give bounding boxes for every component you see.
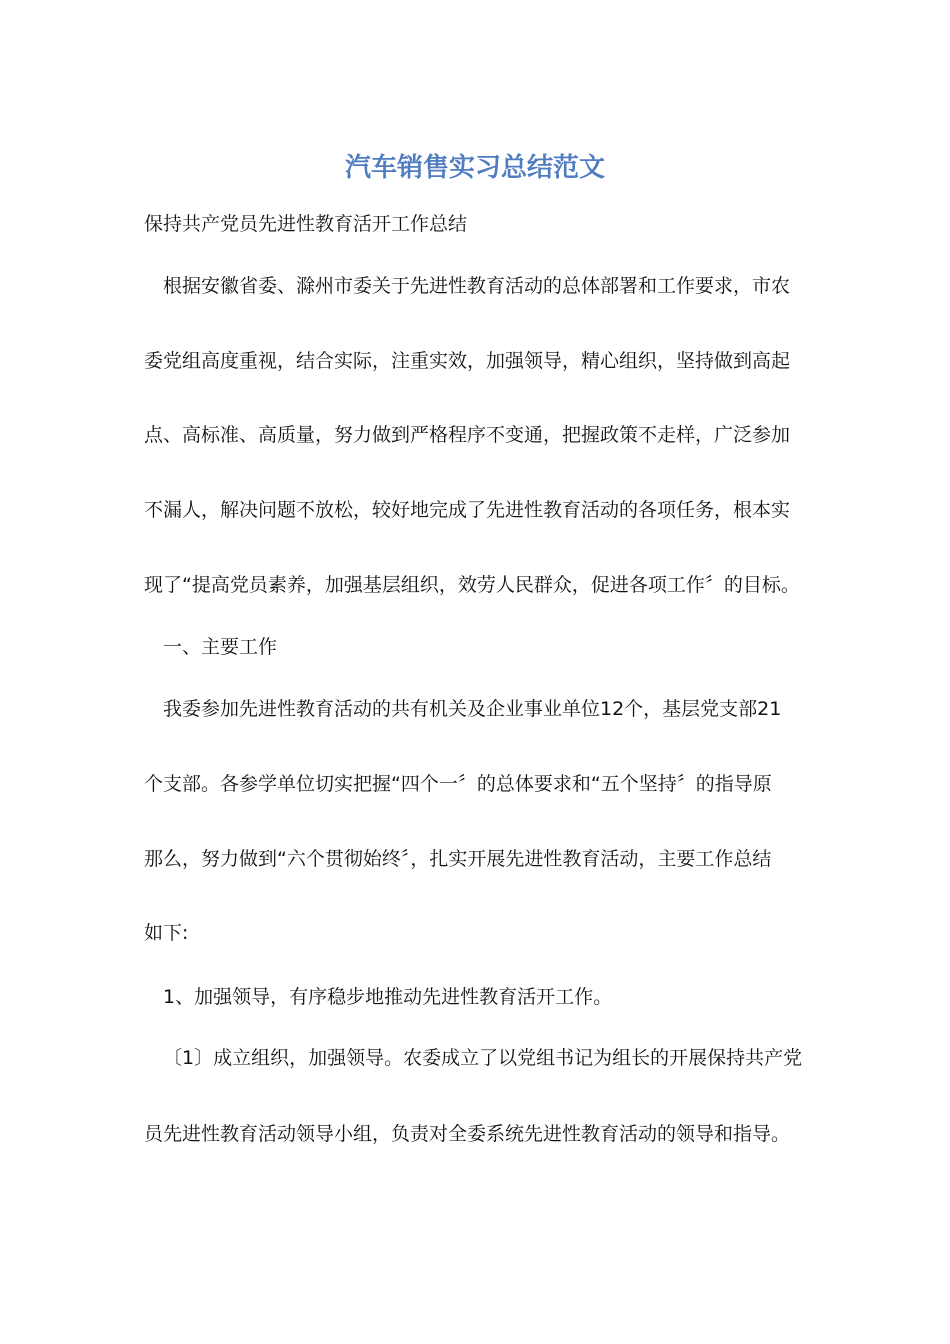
paragraph-line: 那么，努力做到“六个贯彻始终〞，扎实开展先进性教育活动，主要工作总结	[144, 848, 772, 870]
paragraph-line: 个支部。各参学单位切实把握“四个一〞的总体要求和“五个坚持〞的指导原	[144, 773, 772, 795]
section-heading: 一、主要工作	[163, 636, 278, 658]
paragraph-line: 委党组高度重视，结合实际，注重实效，加强领导，精心组织，坚持做到高起	[144, 350, 791, 372]
paragraph-line: 我委参加先进性教育活动的共有机关及企业事业单位12个，基层党支部21	[163, 698, 782, 720]
document-title: 汽车销售实习总结范文	[344, 153, 605, 183]
subsection-heading: 1、加强领导，有序稳步地推动先进性教育活开工作。	[163, 986, 613, 1008]
paragraph-line: 员先进性教育活动领导小组，负责对全委系统先进性教育活动的领导和指导。	[144, 1123, 791, 1145]
subtitle-line: 保持共产党员先进性教育活开工作总结	[144, 213, 468, 235]
paragraph-line: 如下:	[144, 922, 189, 944]
paragraph-line: 〔1〕成立组织，加强领导。农委成立了以党组书记为组长的开展保持共产党	[163, 1047, 803, 1069]
paragraph-line: 现了“提高党员素养，加强基层组织，效劳人民群众，促进各项工作〞的目标。	[144, 574, 800, 596]
paragraph-line: 点、高标准、高质量，努力做到严格程序不变通，把握政策不走样，广泛参加	[144, 424, 791, 446]
paragraph-line: 不漏人，解决问题不放松，较好地完成了先进性教育活动的各项任务，根本实	[144, 499, 791, 521]
paragraph-line: 根据安徽省委、滁州市委关于先进性教育活动的总体部署和工作要求，市农	[163, 275, 791, 297]
